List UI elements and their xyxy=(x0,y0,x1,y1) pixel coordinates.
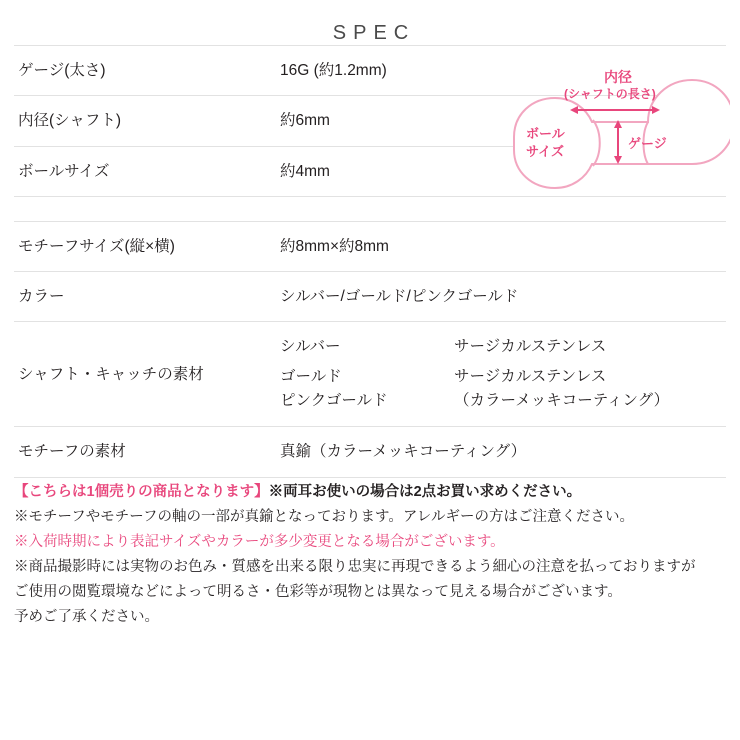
spec-label-color: カラー xyxy=(14,272,276,322)
note-1-seg-1: 【こちらは1個売りの商品となります】 xyxy=(14,484,269,500)
note-line-5 xyxy=(14,580,726,605)
material-value-silver: サージカルステンレス xyxy=(454,338,607,356)
barbell-diagram xyxy=(452,62,730,222)
spec-label-shaft-catch-material: シャフト・キャッチの素材 xyxy=(14,322,276,427)
spec-value-ball-size: 約4mm xyxy=(276,146,726,196)
material-name-silver: シルバー xyxy=(280,338,341,356)
spec-value-motif-size: 約8mm×約8mm xyxy=(276,221,726,271)
spec-label-ball-size: ボールサイズ xyxy=(14,146,276,196)
note-1-seg-2: ※両耳お使いの場合は2点お買い求めください。 xyxy=(268,484,582,500)
note-line-4 xyxy=(14,555,726,580)
table-row xyxy=(14,427,726,477)
note-4-seg-1: ※商品撮影時には実物のお色み・質感を出来る限り忠実に再現できるよう細心の注意を払っておりますが xyxy=(14,558,696,575)
note-line-1 xyxy=(14,480,726,505)
notes-block xyxy=(14,480,726,630)
label-ball-size-sub: サイズ xyxy=(526,144,564,159)
label-ball-size: ボール xyxy=(526,126,565,141)
note-line-3 xyxy=(14,530,726,555)
material-name-gold: ゴールド xyxy=(280,368,342,386)
label-inner-diameter: 内径 xyxy=(604,69,632,85)
table-row xyxy=(14,221,726,271)
note-line-2 xyxy=(14,505,726,530)
material-name-pink-gold: ピンクゴールド xyxy=(280,392,388,410)
page-title: SPEC xyxy=(332,22,416,44)
material-line-gold xyxy=(280,365,726,389)
spec-table-lower-wrap xyxy=(14,221,726,478)
spec-label-inner-diameter: 内径(シャフト) xyxy=(14,96,276,146)
note-5-seg-1: ご使用の閲覧環境などによって明るさ・色彩等が現物とは異なって見える場合がございます。 xyxy=(14,583,622,600)
note-2-seg-1: ※モチーフやモチーフの軸の一部が真鍮となっております。アレルギーの方はご注意ください。 xyxy=(14,508,634,525)
material-line-pink-gold xyxy=(280,389,726,413)
spec-label-gauge: ゲージ(太さ) xyxy=(14,46,276,96)
spec-value-color: シルバー/ゴールド/ピンクゴールド xyxy=(276,272,726,322)
material-value-pink-gold: （カラーメッキコーティング） xyxy=(454,392,670,410)
spec-label-motif-size: モチーフサイズ(縦×横) xyxy=(14,221,276,271)
spec-value-motif-material: 真鍮（カラーメッキコーティング） xyxy=(276,427,726,477)
table-row xyxy=(14,272,726,322)
note-6-seg-1: 予めご了承ください。 xyxy=(14,608,159,625)
table-row-material xyxy=(14,322,726,427)
note-line-6 xyxy=(14,605,726,630)
material-value-gold: サージカルステンレス xyxy=(454,368,607,386)
label-gauge: ゲージ xyxy=(628,136,667,151)
spec-label-motif-material: モチーフの素材 xyxy=(14,427,276,477)
spec-table-lower xyxy=(14,221,726,478)
note-3-seg-1: ※入荷時期により表記サイズやカラーが多少変更となる場合がございます。 xyxy=(14,533,505,550)
spec-value-shaft-catch-material xyxy=(276,322,726,427)
label-inner-diameter-sub: (シャフトの長さ) xyxy=(564,87,656,101)
spec-value-inner-diameter: 約6mm xyxy=(276,96,726,146)
material-line-silver xyxy=(280,335,726,359)
spec-value-gauge: 16G (約1.2mm) xyxy=(276,46,726,96)
